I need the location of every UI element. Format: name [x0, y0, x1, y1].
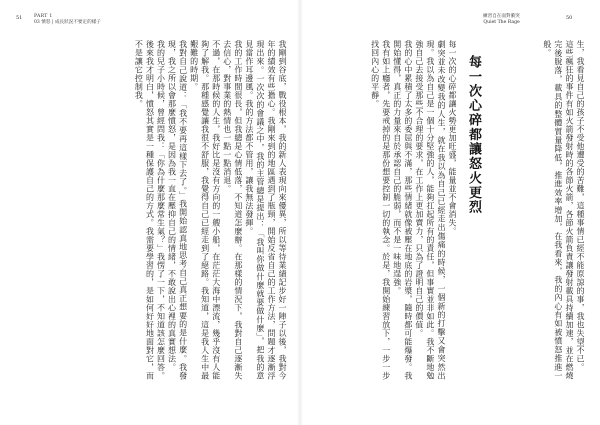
- paragraph: 我的心中累積了太多的委屈與不滿，那些情緒就像被壓在地底的岩漿，隨時都可能爆發。我開始懂得，真正的力量來自於承認自己的脆弱，而不是一味地逞強。: [392, 40, 413, 380]
- left-running-header: [34, 14, 101, 25]
- chapter-title: 03 憤怒 | 成長狀況不要定的樣子: [34, 19, 101, 25]
- section-heading: 每一次心碎都讓怒火更烈: [466, 55, 481, 215]
- right-body-text: [308, 40, 458, 380]
- book-title-chinese: 練習自在面對衝突: [483, 14, 520, 19]
- right-page: [300, 0, 600, 425]
- paragraph: 劇突並未改變我的人生，就在我以為自己已經走出傷痛的時候，一個新的打擊又會突然出現。我以為自己是一個十分堅強的人，能夠扛起所有的責任，但事實並非如此。我不斷地勉強自己去接受那些不合理的要求，在工作上更加賣力，只為了證明自己的價值。: [414, 40, 446, 380]
- paragraph: 我的工作時間很長，但我總是心情低落，不知道怎麼辦。在那樣的情況下，我對自己逐漸失去信心，對事業的熱情也一點一點消退。: [222, 40, 243, 380]
- right-running-header: [483, 14, 520, 25]
- right-page-number: 50: [566, 15, 573, 21]
- paragraph: 每一次的心碎都讓火勢更加旺盛，能量並不會消失。: [448, 40, 457, 236]
- paragraph: 我有如上癮者，先要戒掉的是那份想要控制一切的執念。於是，我開始練習放下，一步一步找回內心的平靜。: [370, 40, 391, 380]
- right-body-text-top: [491, 40, 586, 380]
- left-body-text: [28, 40, 288, 380]
- left-page-number: 51: [16, 15, 23, 21]
- paragraph: 這些瘋狂的事件有如火箭發射時的各節火箭，各節火箭負責讓發射載具持續加速，並在燃燒完後脫落，載具的整體質量降低，推進效率增加，在我看來，我的內心有如被憤怒推進一般。: [542, 40, 574, 380]
- paragraph: 不過，在那時候的人生，我好比是沒有方向的一艘小船，在茫茫大海中漂流，幾乎沒有人能夠了解我。那種感覺讓我很不舒服，我覺得自己已經走到了絕路。我知道，這是我人生中最艱難的時期。: [189, 40, 221, 380]
- paragraph: 我對自己說道：「我不要再這樣下去了。」我開始認真地思考自己真正想要的是什麼。我發現，我之所以會那麼憤怒，是因為我一直在壓抑自己的情緒，不敢說出心裡的真實想法。: [167, 40, 188, 380]
- paragraph: 生，我看見自己的孩子不受他遭受的苦難，這種事情已經不能原諒的事，我也失望不已。: [576, 40, 585, 372]
- book-title-english: Quiet The Rage: [483, 19, 520, 25]
- part-label: PART 1: [34, 14, 53, 19]
- paragraph: 我剛到谷底，戰役根本，我的新人表現向來優異，所以等待業績記步好一陣子以後，我對今年的績效有些擔心。我剛來到的地區遇到了瓶頸，開始反省自己的工作方法，問題才逐漸浮現出來。一次次的會議之中，我的主管總是提出：「我叫你做什麼就要做什麼」，把我的意見當作耳邊風。我的方法都不管用，讓我無法發揮。: [244, 40, 287, 380]
- paragraph: 我的兒子小時候，曾經問我：「你為什麼那麼常生氣？」我愣了一下，不知道該怎麼回答。後來我才明白，憤怒其實是一種保護自己的方式。我需要學習的，是如何好好地面對它，而不是讓它控制我。: [134, 40, 166, 380]
